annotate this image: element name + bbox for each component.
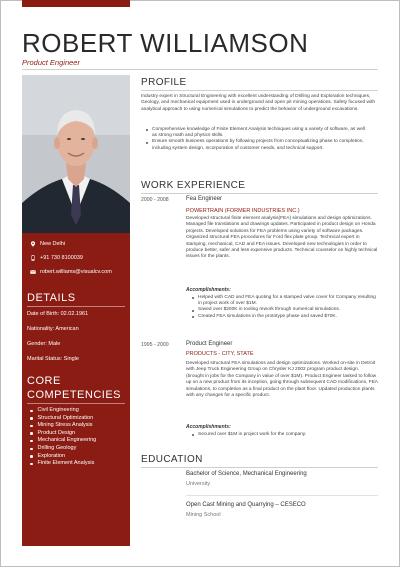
education-degree: Bachelor of Science, Mechanical Engineering [186, 471, 307, 477]
competencies-divider [27, 403, 125, 404]
profile-divider [141, 90, 378, 91]
candidate-role: Product Engineer [22, 58, 80, 67]
education-divider [141, 467, 378, 468]
competency-item: Product Design [27, 430, 96, 438]
contact-email[interactable] [30, 269, 112, 275]
education-school: Mining School [186, 512, 221, 518]
education-heading: EDUCATION [141, 454, 203, 465]
detail-nationality: Nationality: American [27, 326, 79, 332]
competency-list [27, 407, 96, 468]
details-divider [27, 306, 125, 307]
experience-heading: WORK EXPERIENCE [141, 180, 246, 191]
job-title: Fea Engineer [186, 196, 223, 202]
accomplishments-heading: Accomplishments: [186, 287, 231, 293]
accomplishment-list [192, 432, 378, 438]
phone-icon [30, 255, 36, 261]
profile-bullets [146, 127, 366, 152]
competency-item: Exploration [27, 453, 96, 461]
detail-gender: Gender: Male [27, 341, 61, 347]
profile-bullet: Comprehensive knowledge of Finite Element Analysis techniques using a variety of software, as well as strong math and physics skills. [146, 127, 366, 139]
job-dates: 2000 - 2008 [141, 197, 169, 203]
job-company: POWERTRAIN (FORMER INDUSTRIES INC.) [186, 208, 300, 214]
education-entry-divider [186, 495, 378, 496]
accomplishment-item: Secured over $1M in project work for the company. [192, 432, 378, 438]
competency-item: Civil Engineering [27, 407, 96, 415]
profile-summary: Industry expert in Structural Engineering with excellent understanding of Drilling and Exploration techniques, Geology, and mechanical equipment used in underground and open pit mining operations. Safety focused with analytical approach to using numerical simulations to predict the behavior of underground excavations. [141, 94, 376, 112]
location-pin-icon [30, 241, 36, 247]
sidebar [22, 75, 130, 546]
accomplishment-item: Created FEA simulations in the prototype phase and saved $70K. [192, 314, 378, 320]
accomplishment-item: Helped with CAD and FEA quoting for a stamped valve cover for Company resulting in project work of over $1M. [192, 295, 378, 307]
profile-photo [22, 75, 130, 233]
profile-bullet: Ensure smooth business operations by following projects from conceptualizing phase to completion, including system design, incorporation of customer needs, and technical support. [146, 139, 366, 151]
location-text: New Delhi [40, 241, 66, 247]
experience-divider [141, 193, 378, 194]
profile-heading: PROFILE [141, 77, 187, 88]
competency-item: Drilling Geology [27, 445, 96, 453]
competencies-heading-line1: CORE [27, 375, 61, 387]
email-icon [30, 269, 36, 275]
phone-text: +91 730 8100039 [40, 255, 83, 261]
competency-item: Structural Optimization [27, 415, 96, 423]
detail-marital-status: Marital Status: Single [27, 356, 79, 362]
job-dates: 1995 - 2000 [141, 342, 169, 348]
accomplishment-item: Saved over $200K in tooling rework through numerical simulations. [192, 307, 378, 313]
accomplishment-list [192, 295, 378, 320]
competency-item: Mining Stress Analysis [27, 422, 96, 430]
job-description: Developed structural finite element analysis(FEA) simulations and design optimizations. Managed file translations and drawings updates. Participated in product design on Honda projects. Developed solutions for FEA problems using variety of software packages. Organized structural FEA procedures for Ford flex plate group. Technical expert in stamping, mechanical, CAD and FEA issues. Developed new technologies in order to produce better, safer and less expensive products. Technical counselor on highly technical issues for the plants. [186, 216, 378, 260]
job-company: PRODUCTS - CITY, STATE [186, 351, 254, 357]
candidate-name: ROBERT WILLIAMSON [22, 28, 309, 58]
competency-item: Mechanical Engineering [27, 437, 96, 445]
education-school: University [186, 481, 211, 487]
accent-bar [22, 0, 130, 7]
contact-location [30, 241, 65, 247]
education-degree: Open Cast Mining and Quarrying – CESECO [186, 502, 306, 508]
contact-phone [30, 255, 83, 261]
email-text[interactable]: robert.williams@visualcv.com [40, 269, 112, 275]
competencies-heading-line2: COMPETENCIES [27, 389, 122, 401]
job-description: Developed structural FEA simulations and design optimizations. Worked on-site in Detroit with Jeep Truck Engineering Group on Chrysler KJ 2002 program product design. (brought in jobs for the Company in value of over $1M). Product Engineer tasked to follow up on a new product from its inception, going through subsequent CAD modifications, FEA simulations, to completion as a final product on the plant floor. Updated production plants with any changes for a specific product. [186, 361, 378, 399]
competency-item: Finite Element Analysis [27, 460, 96, 468]
header-divider [22, 69, 378, 70]
details-heading: DETAILS [27, 292, 76, 304]
job-title: Product Engineer [186, 341, 233, 347]
accomplishments-heading: Accomplishments: [186, 424, 231, 430]
detail-dob: Date of Birth: 02.02.1961 [27, 311, 89, 317]
